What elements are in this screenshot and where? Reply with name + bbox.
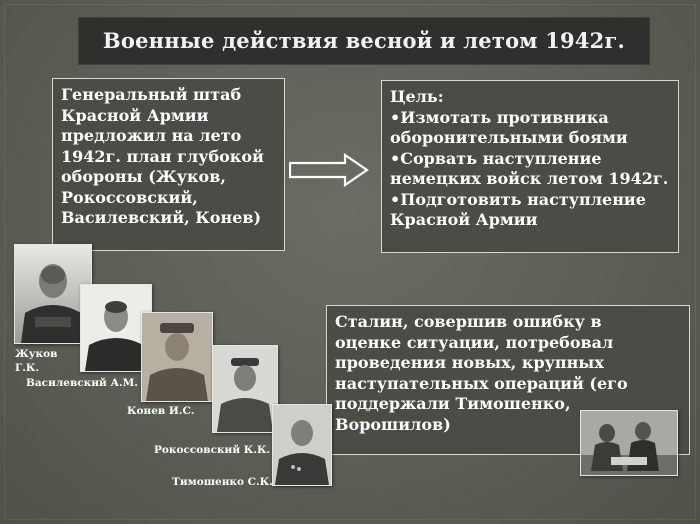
goal-heading: Цель:: [390, 87, 444, 106]
stalin-group-photo: [580, 410, 678, 476]
portrait-image: [273, 405, 331, 485]
general-staff-plan-box: [52, 78, 285, 251]
decision-line: Ворошилов): [335, 414, 451, 434]
plan-line: Рокоссовский,: [61, 187, 198, 207]
caption-vasilevsky: Василевский А.М.: [26, 377, 138, 389]
group-image: [581, 411, 677, 475]
caption-konev: Конев И.С.: [127, 405, 195, 417]
slide-title: Военные действия весной и летом 1942г.: [102, 28, 626, 53]
plan-line: 1942г. план глубокой: [61, 146, 264, 166]
goal-line: Красной Армии: [390, 210, 538, 229]
goal-box: [381, 80, 679, 253]
caption-rokossovsky: Рокоссовский К.К.: [154, 444, 271, 456]
decision-line: наступательных операций (его: [335, 373, 628, 393]
outline-right-arrow-icon: [289, 153, 369, 187]
decision-line: оценке ситуации, потребовал: [335, 332, 614, 352]
plan-line: Василевский, Конев): [61, 208, 262, 227]
plan-line: Генеральный штаб: [61, 85, 242, 104]
konev-portrait-photo: [141, 312, 213, 402]
goal-line: немецких войск летом 1942г.: [390, 169, 669, 188]
plan-line: предложил на лето: [61, 126, 242, 145]
portrait-image: [142, 313, 212, 401]
goal-line: •Измотать противника: [390, 107, 609, 127]
title-bar: [79, 18, 649, 64]
caption-timoshenko: Тимошенко С.К.: [172, 476, 273, 488]
caption-zhukov-name: Жуков: [15, 348, 58, 360]
rokossovsky-portrait-photo: [212, 345, 278, 433]
plan-line: Красной Армии: [61, 105, 209, 125]
plan-line: обороны (Жуков,: [61, 167, 226, 186]
decision-line: проведения новых, крупных: [335, 353, 604, 372]
goal-line: оборонительными боями: [390, 128, 628, 147]
portrait-image: [213, 346, 277, 432]
timoshenko-portrait-photo: [272, 404, 332, 486]
decision-line: поддержали Тимошенко,: [335, 394, 571, 413]
goal-line: •Сорвать наступление: [390, 148, 602, 168]
goal-line: •Подготовить наступление: [390, 189, 646, 209]
decision-line: Сталин, совершив ошибку в: [335, 312, 602, 331]
caption-zhukov-initials: Г.К.: [15, 362, 40, 374]
